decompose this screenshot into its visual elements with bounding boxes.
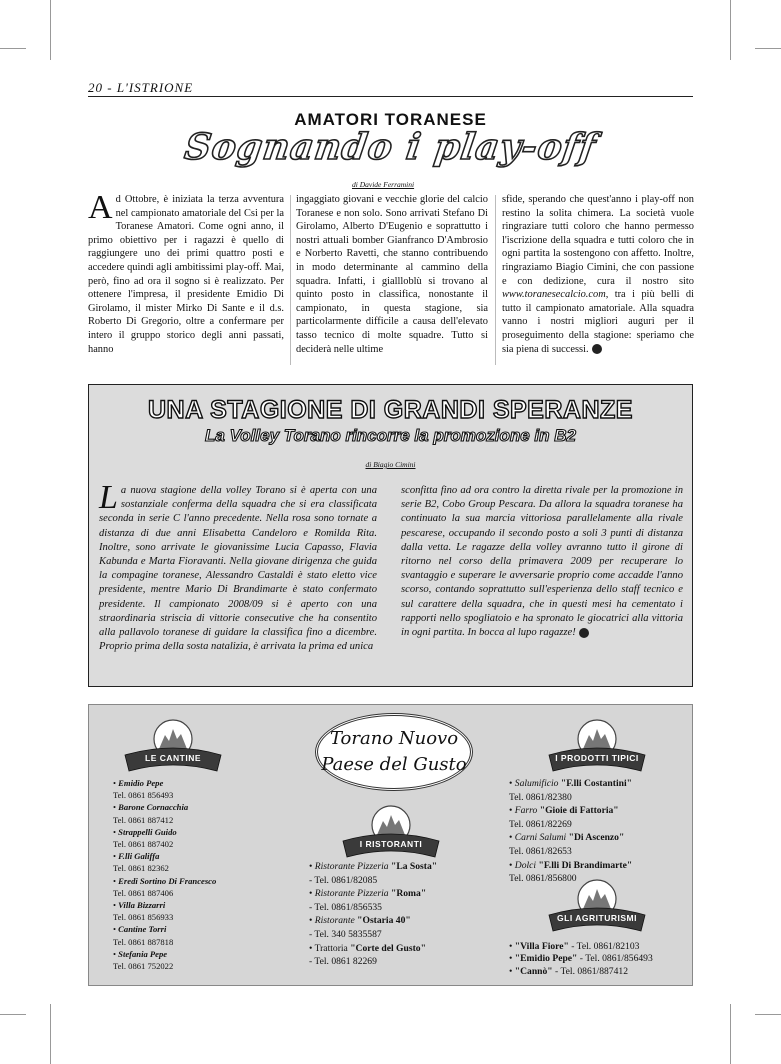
village-emblem-icon (339, 803, 443, 863)
farmhouse-name: "Cannò" (514, 965, 553, 977)
article-column-3 (502, 193, 694, 356)
column-divider (495, 195, 496, 365)
list-item-tel: - Tel. 340 5835587 (309, 928, 382, 940)
cantine-list (113, 777, 303, 972)
volley-column-1 (99, 479, 377, 654)
winery-name: F.lli Galiffa (118, 851, 160, 862)
list-item-tel: Tel. 0861 887412 (113, 814, 174, 825)
column-text: , tra i più belli di tutto il campionato amatoriale. Alla squadra vanno i nostri migliori auguri per il proseguimento della stagione: speriamo che sia piena di successi. (502, 289, 694, 355)
drop-cap: A (88, 189, 113, 226)
prodotti-list (509, 777, 689, 886)
emblem-label: I PRODOTTI TIPICI (555, 753, 639, 763)
winery-name: Stefania Pepe (118, 948, 168, 959)
crop-mark (50, 1004, 51, 1064)
list-item-tel: Tel. 0861 887406 (113, 887, 174, 898)
restaurant-name: "Ostaria 40" (357, 915, 411, 927)
list-item-tel: Tel. 0861/82380 (509, 791, 572, 803)
list-item-tel: Tel. 0861 82362 (113, 863, 169, 874)
farmhouse-name: "Emidio Pepe" (514, 953, 578, 965)
village-emblem-icon (545, 717, 649, 777)
list-item: • Strappelli Guido (113, 826, 177, 837)
agriturismi-emblem (545, 877, 649, 937)
winery-name: Villa Bizzarri (118, 900, 166, 911)
crop-mark (730, 1004, 731, 1064)
restaurant-name: "Corte del Gusto" (350, 942, 426, 954)
product-name: "Gioie di Fattoria" (539, 805, 619, 817)
volley-subtitle: La Volley Torano rincorre la promozione in B2 (205, 426, 576, 445)
ristoranti-emblem (339, 803, 443, 863)
list-item: • Carni Salumi "Di Ascenzo" (509, 832, 625, 844)
volley-byline: di Biagio Cimini (365, 460, 416, 469)
winery-name: Barone Cornacchia (118, 802, 189, 813)
crop-mark (755, 1014, 781, 1015)
list-item: • Villa Bizzarri (113, 900, 166, 911)
torano-ad-box (88, 704, 693, 986)
winery-name: Strappelli Guido (118, 826, 177, 837)
volley-column-2 (401, 484, 683, 640)
list-item: • Cantine Torri (113, 924, 167, 935)
header-rule (88, 96, 693, 97)
list-item: • Trattoria "Corte del Gusto" (309, 942, 426, 954)
list-item: • "Cannò" - Tel. 0861/887412 (509, 965, 628, 977)
product-kind: Salumificio (514, 778, 559, 789)
restaurant-kind: Ristorante (314, 915, 355, 927)
emblem-label: LE CANTINE (145, 753, 201, 763)
winery-name: Eredi Sortino Di Francesco (118, 875, 217, 886)
farmhouse-name: "Villa Fiore" (514, 941, 569, 952)
running-head: 20 - L'ISTRIONE (88, 80, 194, 95)
list-item: • Ristorante "Ostaria 40" (309, 915, 411, 927)
list-item: • Ristorante Pizzeria "Roma" (309, 888, 427, 900)
list-item-tel: - Tel. 0861/856535 (309, 901, 382, 913)
product-name: "F.lli Di Brandimarte" (538, 859, 633, 871)
list-item: • Dolci "F.lli Di Brandimarte" (509, 859, 633, 871)
list-item-tel: - Tel. 0861/887412 (555, 965, 628, 977)
product-kind: Carni Salumi (514, 832, 567, 844)
restaurant-kind: Ristorante Pizzeria (314, 861, 389, 872)
list-item-tel: Tel. 0861/82653 (509, 845, 572, 857)
list-item-tel: - Tel. 0861/82085 (309, 874, 378, 886)
list-item-tel: - Tel. 0861/82103 (571, 941, 640, 952)
product-kind: Farro (514, 805, 538, 817)
volley-title: UNA STAGIONE DI GRANDI SPERANZE (148, 396, 633, 424)
drop-cap: L (99, 479, 118, 516)
end-mark-icon (592, 344, 602, 354)
product-kind: Dolci (514, 859, 537, 871)
ristoranti-list (309, 860, 509, 969)
list-item-tel: - Tel. 0861/856493 (579, 953, 653, 965)
list-item-tel: - Tel. 0861 82269 (309, 956, 377, 968)
list-item-tel: Tel. 0861 856933 (113, 912, 174, 923)
emblem-label: I RISTORANTI (359, 839, 423, 849)
crop-mark (50, 0, 51, 60)
article-column-2 (296, 193, 488, 356)
column-text: d Ottobre, è iniziata la terza avventura nel campionato amatoriale del Csi per la Toranese Amatori. Come ogni anno, il primo obiettivo per i ragazzi è quello di raggiungere uno dei primi quattro posti e accedere quindi agli ambitissimi play-off. Mai, però, fino ad ora il sogno si è realizzato. Per ottenere l'impresa, il presidente Emidio Di Girolamo, il mister Mirko Di Sante e il d.s. Roberto Di Gregorio, oltre a confermare per intero il gruppo storico degli anni passati, hanno (88, 194, 284, 355)
oval-title-line-2: Paese del Gusto (321, 754, 467, 775)
article-title: Sognando i play-off (182, 126, 599, 168)
list-item: • Eredi Sortino Di Francesco (113, 875, 217, 886)
crop-mark (0, 1014, 26, 1015)
article-kicker: AMATORI TORANESE (294, 110, 487, 129)
article-column-1 (88, 189, 284, 356)
column-divider (290, 195, 291, 365)
oval-title-line-1: Torano Nuovo (329, 728, 459, 749)
list-item: • Salumificio "F.lli Costantini" (509, 778, 632, 789)
list-item: • Barone Cornacchia (113, 802, 189, 813)
column-text: sfide, sperando che quest'anno i play-off non restino la solita chimera. La società vuole ringraziare tutti coloro che hanno permesso l'iscrizione della squadra e tutti coloro che in ogni partita la sostengono con affetto. Inoltre, ringraziamo Biagio Cimini, che con passione e con dedizione, cura il nostro sito (502, 194, 694, 287)
restaurant-name: "Roma" (391, 888, 427, 900)
list-item: • "Emidio Pepe" - Tel. 0861/856493 (509, 953, 653, 965)
product-name: "Di Ascenzo" (568, 832, 625, 844)
prodotti-emblem (545, 717, 649, 777)
oval-badge (315, 713, 473, 791)
winery-name: Emidio Pepe (118, 778, 164, 788)
crop-mark (730, 0, 731, 60)
column-text: sconfitta fino ad ora contro la diretta rivale per la promozione in serie B2, Cobo Group Pescara. Da allora la squadra toranese ha continuato la sua marcia vittoriosa parallelamente alla rivale pescarese, occupando il secondo posto a soli 3 punti di distanza dalla vetta. Le ragazze della volley avranno tutto il girone di ritorno nel corso della primavera 2009 per recuperare lo svantaggio e superare le avversarie proprio come accadde l'anno scorso, contando soprattutto sull'esperienza dello staff tecnico e sul carattere della squadra, che in questi mesi ha cementato i rapporti nello spogliatoio e ha spronato le giocatrici alla vittoria in ogni partita. In bocca al lupo ragazze! (401, 485, 683, 639)
restaurant-name: "La Sosta" (391, 861, 438, 872)
emblem-label: GLI AGRITURISMI (557, 913, 637, 923)
list-item: • F.lli Galiffa (113, 851, 160, 862)
list-item-tel: Tel. 0861 856493 (113, 790, 174, 801)
agriturismi-list (509, 941, 693, 978)
list-item-tel: Tel. 0861 887402 (113, 839, 174, 850)
list-item-tel: Tel. 0861/82269 (509, 818, 572, 830)
winery-name: Cantine Torri (118, 924, 167, 935)
cantine-emblem (121, 717, 225, 777)
website-link[interactable]: www.toranesecalcio.com (502, 289, 606, 301)
volley-article-box (88, 384, 693, 687)
village-emblem-icon (545, 877, 649, 937)
end-mark-icon (579, 628, 589, 638)
article-byline: di Davide Ferramini (352, 180, 415, 189)
list-item: • Stefania Pepe (113, 948, 168, 959)
restaurant-kind: Trattoria (314, 942, 348, 954)
column-text: a nuova stagione della volley Torano si è aperta con una sostanziale conferma della squadra che si era classificata seconda in serie C l'anno precedente. Nella rosa sono tornate a distanza di due anni Elisabetta Candeloro e Romilda Rita. Inoltre, sono arrivate le giovanissime Lucia Capasso, Flavia Kabunda e Marta Fioravanti. Nella giovane dirigenza che guida la compagine toranese, Alessandro Castaldi è stato eletto vice presidente, mentre Mario Di Brandimarte è stato confermato presidente. Il campionato 2008/09 si è aperto con una straordinaria striscia di vittorie consecutive che ha consentito alla pallavolo toranese di guidare la classifica fino a dicembre. Proprio prima della sosta natalizia, è arrivata la prima ed unica (99, 485, 377, 653)
list-item-tel: Tel. 0861/856800 (509, 873, 577, 885)
crop-mark (755, 48, 781, 49)
restaurant-kind: Ristorante Pizzeria (314, 888, 389, 900)
village-emblem-icon (121, 717, 225, 777)
list-item-tel: Tel. 0861 887818 (113, 936, 174, 947)
list-item: • "Villa Fiore" - Tel. 0861/82103 (509, 941, 640, 952)
list-item-tel: Tel. 0861 752022 (113, 961, 174, 972)
column-text: ingaggiato giovani e vecchie glorie del calcio Toranese e non solo. Sono arrivati Stefano Di Girolamo, Alberto D'Eugenio e soprattutto i nostri attuali bomber Gianfranco D'Ambrosio e Norberto Ravetti, che stanno contribuendo in modo determinante al cammino della squadra. Infatti, i giallloblù si trovano al quinto posto in classifica, nonostante il campionato, in questa stagione, sia particolarmente difficile a causa dell'elevato tasso tecnico di molte squadre. Tutto si deciderà nelle ultime (296, 194, 488, 355)
product-name: "F.lli Costantini" (560, 778, 632, 789)
crop-mark (0, 48, 26, 49)
list-item: • Ristorante Pizzeria "La Sosta" (309, 861, 438, 872)
list-item: • Emidio Pepe (113, 778, 164, 788)
list-item: • Farro "Gioie di Fattoria" (509, 805, 619, 817)
